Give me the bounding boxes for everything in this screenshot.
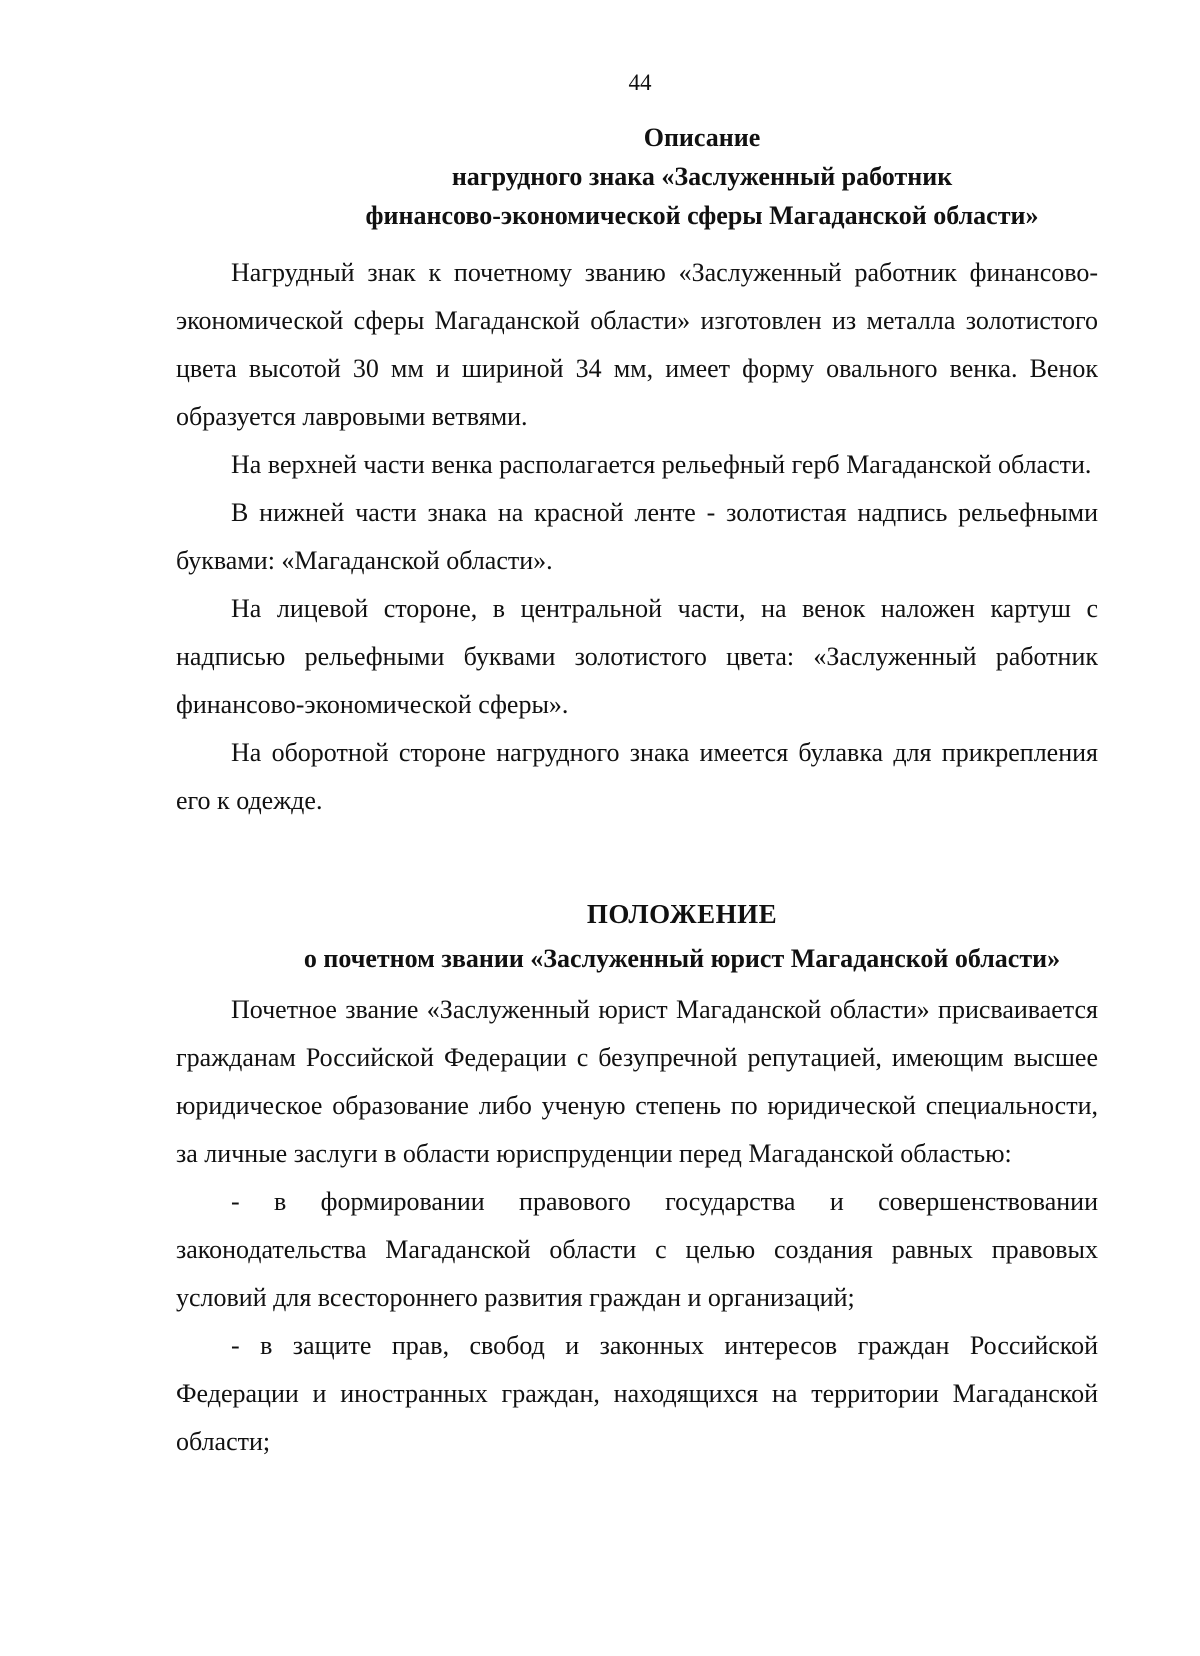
description-title	[176, 118, 1098, 235]
description-paragraph-2: На верхней части венка располагается рельефный герб Магаданской области.	[231, 450, 1092, 479]
regulation-subheader	[176, 939, 1098, 979]
description-paragraph-5: На оборотной стороне нагрудного знака имеется булавка для прикрепления его к одежде.	[176, 738, 1098, 815]
description-paragraph-3: В нижней части знака на красной ленте - золотистая надпись рельефными буквами: «Магаданской области».	[176, 498, 1098, 575]
regulation-heading: ПОЛОЖЕНИЕ	[586, 899, 778, 929]
regulation-paragraph-3: - в защите прав, свобод и законных интересов граждан Российской Федерации и иностранных граждан, находящихся на территории Магаданской области;	[176, 1331, 1098, 1456]
description-body	[176, 249, 1098, 825]
regulation-header	[176, 894, 1098, 934]
description-title-line-1: Описание	[643, 123, 761, 152]
regulation-paragraph-1: Почетное звание «Заслуженный юрист Магаданской области» присваивается гражданам Российской Федерации с безупречной репутацией, имеющим высшее юридическое образование либо ученую степень по юридической специальности, за личные заслуги в области юриспруденции перед Магаданской областью:	[176, 995, 1098, 1168]
description-paragraph-4: На лицевой стороне, в центральной части, на венок наложен картуш с надписью рельефными буквами золотистого цвета: «Заслуженный работник финансово-экономической сферы».	[176, 594, 1098, 719]
regulation-subheading: о почетном звании «Заслуженный юрист Магаданской области»	[303, 944, 1061, 973]
description-paragraph-1: Нагрудный знак к почетному званию «Заслуженный работник финансово-экономической сферы Магаданской области» изготовлен из металла золотистого цвета высотой 30 мм и шириной 34 мм, имеет форму овального венка. Венок образуется лавровыми ветвями.	[176, 258, 1098, 431]
regulation-paragraph-2: - в формировании правового государства и совершенствовании законодательства Магаданской области с целью создания равных правовых условий для всестороннего развития граждан и организаций;	[176, 1187, 1098, 1312]
regulation-body	[176, 986, 1098, 1466]
description-title-line-2: нагрудного знака «Заслуженный работник	[451, 162, 953, 191]
page-number: 44	[628, 70, 652, 95]
description-title-line-3: финансово-экономической сферы Магаданской области»	[365, 201, 1039, 230]
description-title-text	[176, 118, 1098, 235]
